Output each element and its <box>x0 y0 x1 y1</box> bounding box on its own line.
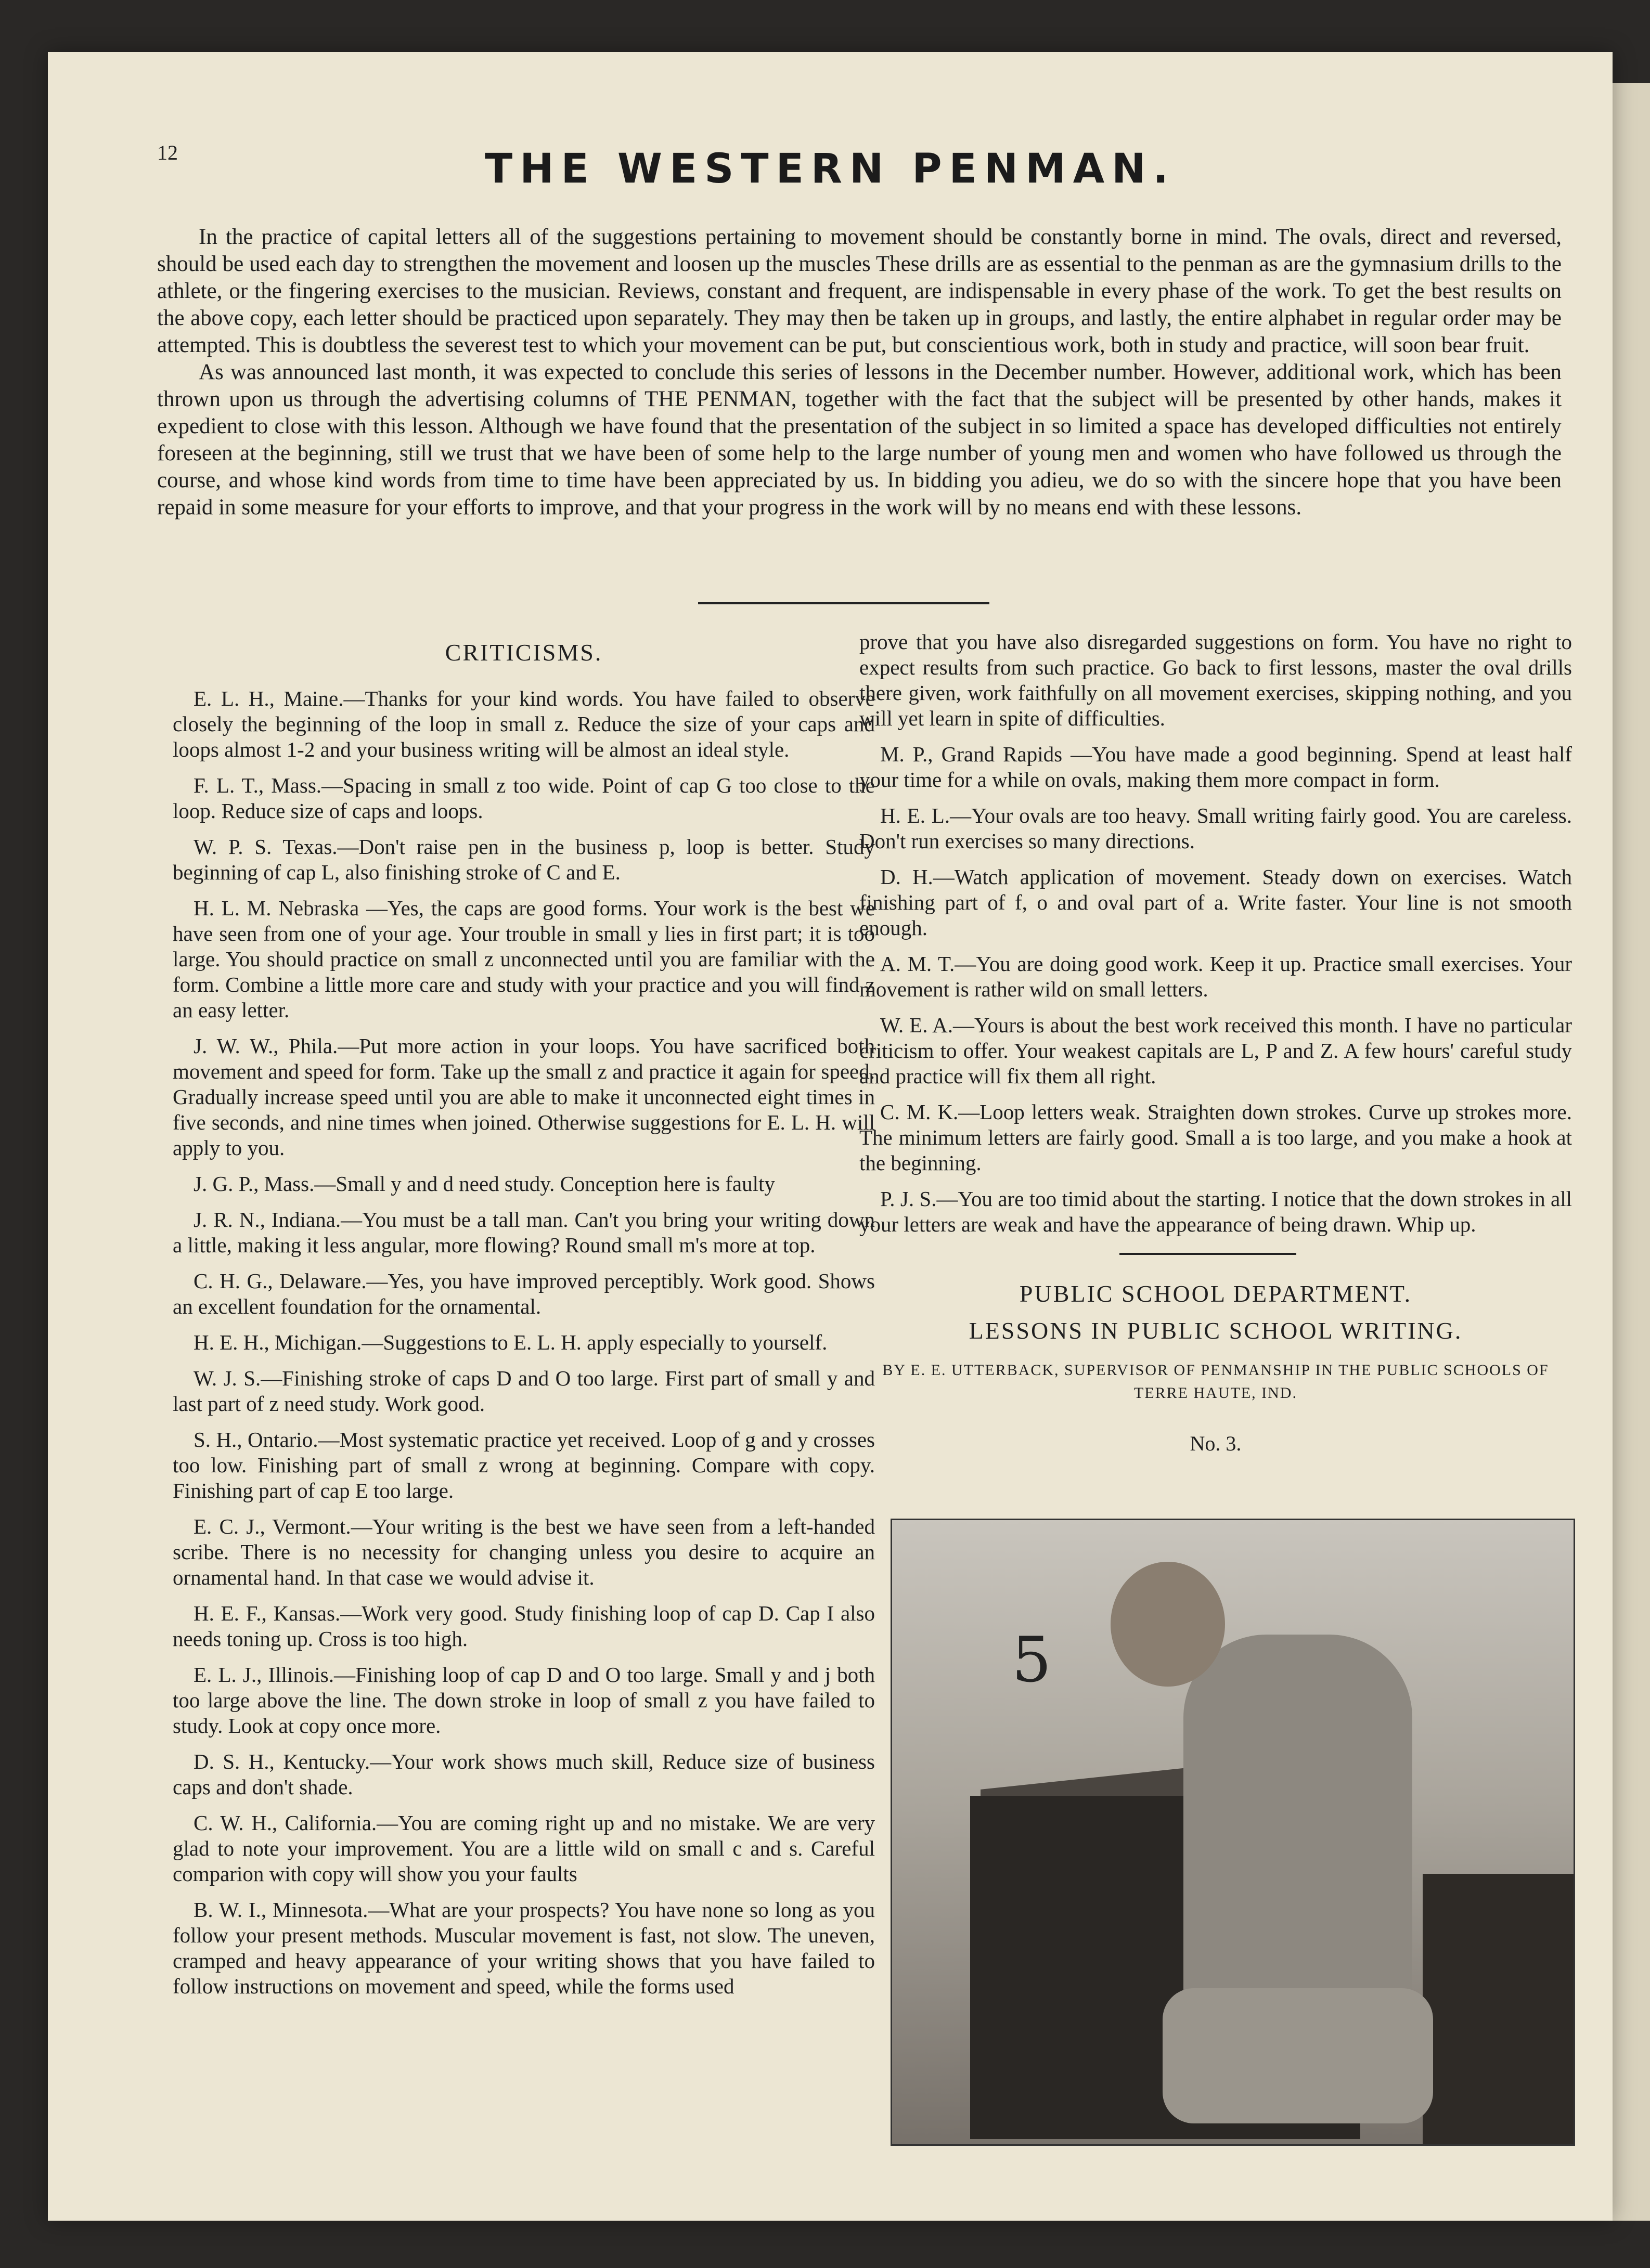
page-edge <box>1613 83 1650 2221</box>
criticism-entry: H. E. L.—Your ovals are too heavy. Small writing fairly good. You are careless. Don't run exercises so many directions. <box>859 803 1572 853</box>
photo-label: 5 <box>1012 1624 1052 1696</box>
criticism-entry: W. J. S.—Finishing stroke of caps D and O too large. First part of small y and last part of z need study. Work good. <box>173 1366 875 1416</box>
section-divider <box>698 602 989 604</box>
intro-paragraph: As was announced last month, it was expected to conclude this series of lessons in the December number. However, additional work, which has been thrown upon us through the advertising columns of THE PENMAN, together with the fact that the subject will be presented by other hands, makes it expedient to close with this lesson. Although we have found that the presentation of the subject in so limited a space has developed difficulties not entirely foreseen at the beginning, still we trust that we have been of some help to the large number of young men and women who have followed us through the course, and whose kind words from time to time have been appreciated by us. In bidding you adieu, we do so with the sincere hope that you have been repaid in some measure for your efforts to improve, and that your progress in the work will by no means end with these lessons. <box>157 360 1562 520</box>
page-number: 12 <box>157 141 178 164</box>
author-byline: BY E. E. UTTERBACK, SUPERVISOR OF PENMANSHIP IN THE PUBLIC SCHOOLS OF TERRE HAUTE, IND. <box>882 1362 1549 1402</box>
criticism-entry: W. P. S. Texas.—Don't raise pen in the business p, loop is better. Study beginning of cap L, also finishing stroke of C and E. <box>173 835 875 884</box>
criticisms-title: CRITICISMS. <box>445 639 603 666</box>
criticism-entry: S. H., Ontario.—Most systematic practice yet received. Loop of g and y crosses too low. Finishing part of small z wrong at beginning. Compare with copy. Finishing part of cap E too large. <box>173 1428 875 1502</box>
lesson-number: No. 3. <box>1190 1432 1242 1455</box>
student-writing-photo <box>891 1519 1575 2146</box>
criticism-entry: D. S. H., Kentucky.—Your work shows much skill, Reduce size of business caps and don't shade. <box>173 1749 875 1799</box>
criticism-entry: J. W. W., Phila.—Put more action in your loops. You have sacrificed both movement and speed for form. Take up the small z and practice it again for speed. Gradually increase speed until you are able to make it unconnected eight times in five seconds, and nine times when joined. Otherwise suggestions for E. L. H. will apply to you. <box>173 1034 875 1160</box>
criticism-entry: H. E. H., Michigan.—Suggestions to E. L. H. apply especially to yourself. <box>194 1330 828 1354</box>
criticism-entry: A. M. T.—You are doing good work. Keep it up. Practice small exercises. Your movement is rather wild on small letters. <box>859 952 1572 1001</box>
intro-paragraph: In the practice of capital letters all of the suggestions pertaining to movement should be constantly borne in mind. The ovals, direct and reversed, should be used each day to strengthen the movement and loosen up the muscles These drills are as essential to the penman as are the gymnasium drills to the athlete, or the fingering exercises to the musician. Reviews, constant and frequent, are indispensable in every phase of the work. To get the best results on the above copy, each letter should be practiced upon separately. They may then be taken up in groups, and lastly, the entire alphabet in regular order may be attempted. This is doubtless the severest test to which your movement can be put, but conscientious work, both in study and practice, will soon bear fruit. <box>157 225 1562 357</box>
intro-text <box>157 224 1562 521</box>
criticism-entry: C. W. H., California.—You are coming right up and no mistake. We are very glad to note your improvement. You are a little wild on small c and s. Careful comparion with copy will show you your faults <box>173 1811 875 1886</box>
criticism-entry: C. H. G., Delaware.—Yes, you have improved perceptibly. Work good. Shows an excellent foundation for the ornamental. <box>173 1269 875 1318</box>
criticism-entry: M. P., Grand Rapids —You have made a good beginning. Spend at least half your time for a while on ovals, making them more compact in form. <box>859 742 1572 792</box>
criticism-entry: prove that you have also disregarded suggestions on form. You have no right to expect results from such practice. Go back to first lessons, master the oval drills there given, work faithfully on all movement exercises, skipping nothing, and you will yet learn in spite of difficulties. <box>859 630 1572 730</box>
criticism-entry: C. M. K.—Loop letters weak. Straighten down strokes. Curve up strokes more. The minimum letters are fairly good. Small a is too large, and you make a hook at the beginning. <box>859 1100 1572 1175</box>
masthead-title: THE WESTERN PENMAN. <box>484 146 1176 192</box>
desk-seat <box>1423 1874 1574 2144</box>
criticism-entry: P. J. S.—You are too timid about the starting. I notice that the down strokes in all your letters are weak and have the appearance of being drawn. Whip up. <box>859 1187 1572 1236</box>
criticism-entry: W. E. A.—Yours is about the best work received this month. I have no particular criticism to offer. Your weakest capitals are L, P and Z. A few hours' careful study and practice will fix them all right. <box>859 1013 1572 1088</box>
criticisms-right-column <box>859 629 1572 1456</box>
criticism-entry: E. C. J., Vermont.—Your writing is the best we have seen from a left-handed scribe. There is no necessity for changing unless you desire to acquire an ornamental hand. In that case we would advise it. <box>173 1514 875 1589</box>
document-page <box>48 52 1613 2221</box>
student-legs <box>1163 1988 1433 2123</box>
criticism-entry: H. E. F., Kansas.—Work very good. Study finishing loop of cap D. Cap I also needs toning up. Cross is too high. <box>173 1601 875 1651</box>
criticism-entry: D. H.—Watch application of movement. Steady down on exercises. Watch finishing part of f, o and oval part of a. Write faster. Your line is not smooth enough. <box>859 865 1572 940</box>
department-divider <box>1119 1253 1296 1255</box>
criticism-entry: B. W. I., Minnesota.—What are your prospects? You have none so long as you follow your present methods. Muscular movement is fast, not slow. The uneven, cramped and heavy appearance of your writing shows that you have failed to follow instructions on movement and speed, while the forms used <box>173 1898 875 1998</box>
criticism-entry: F. L. T., Mass.—Spacing in small z too wide. Point of cap G too close to the loop. Reduce size of caps and loops. <box>173 773 875 823</box>
lesson-heading: LESSONS IN PUBLIC SCHOOL WRITING. <box>969 1317 1463 1344</box>
department-heading: PUBLIC SCHOOL DEPARTMENT. <box>1019 1280 1412 1307</box>
criticism-entry: E. L. H., Maine.—Thanks for your kind words. You have failed to observe closely the beginning of the loop in small z. Reduce the size of your caps and loops almost 1-2 and your business writing will be almost an ideal style. <box>173 686 875 761</box>
criticisms-left-column <box>173 640 875 2010</box>
criticism-entry: E. L. J., Illinois.—Finishing loop of cap D and O too large. Small y and j both too large above the line. The down stroke in loop of small z you have failed to study. Look at copy once more. <box>173 1663 875 1738</box>
criticism-entry: J. R. N., Indiana.—You must be a tall man. Can't you bring your writing down a little, making it less angular, more flowing? Round small m's more at top. <box>173 1208 875 1257</box>
criticism-entry: J. G. P., Mass.—Small y and d need study. Conception here is faulty <box>194 1172 775 1196</box>
student-head <box>1111 1562 1225 1687</box>
criticism-entry: H. L. M. Nebraska —Yes, the caps are good forms. Your work is the best we have seen from one of your age. Your trouble in small y lies in first part; it is too large. You should practice on small z unconnected until you are familiar with the form. Combine a little more care and study with your practice and you will find z an easy letter. <box>173 896 875 1022</box>
